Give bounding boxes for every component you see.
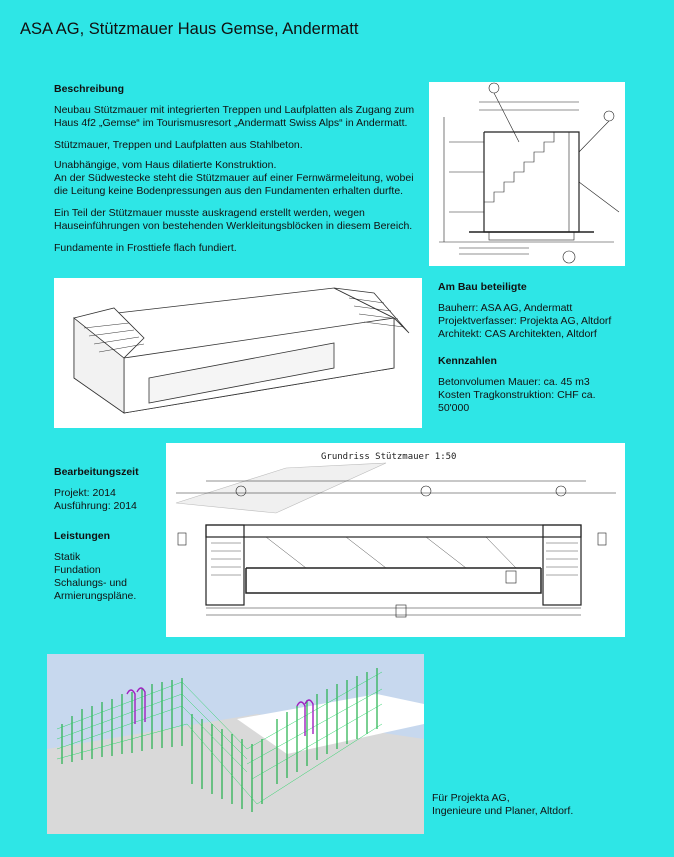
- beteiligte-heading: Am Bau beteiligte: [438, 281, 527, 293]
- page-title: ASA AG, Stützmauer Haus Gemse, Andermatt: [20, 20, 359, 38]
- beschreibung-p4: Ein Teil der Stützmauer musste auskragend erstellt werden, wegen Hauseinführungen von bestehenden Werkleitungsblöcken in diesem Bereich.: [54, 207, 413, 232]
- footer-line2: Ingenieure und Planer, Altdorf.: [432, 805, 574, 817]
- beteiligte-bauherr: Bauherr: ASA AG, Andermatt: [438, 302, 573, 314]
- leistungen-heading: Leistungen: [54, 530, 111, 542]
- leistungen-item: Fundation: [54, 564, 101, 576]
- reinforcement-3d-view: [47, 654, 424, 834]
- beschreibung-heading: Beschreibung: [54, 83, 125, 95]
- beteiligte-projektverfasser: Projektverfasser: Projekta AG, Altdorf: [438, 315, 612, 327]
- leistungen-item: Statik: [54, 551, 81, 563]
- leistungen-item: Schalungs- und: [54, 577, 127, 589]
- kennzahlen-beton: Betonvolumen Mauer: ca. 45 m3: [438, 376, 590, 388]
- bearbeitungszeit-ausfuehrung: Ausführung: 2014: [54, 500, 137, 512]
- beschreibung-p1: Neubau Stützmauer mit integrierten Treppen und Laufplatten als Zugang zum Haus 4f2 „Gemse“ im Tourismusresort „Andermatt Swiss Alps“ in Andermatt.: [54, 104, 415, 129]
- leistungen-item: Armierungspläne.: [54, 590, 137, 602]
- beschreibung-p3b: An der Südwestecke steht die Stützmauer auf einer Fernwärmeleitung, wobei die Leitung keine Bodenpressungen aus den Fundamenten erhalten durfte.: [54, 172, 414, 197]
- kennzahlen-kosten-line2: 50'000: [438, 402, 470, 414]
- bearbeitungszeit-projekt: Projekt: 2014: [54, 487, 116, 499]
- isometric-view: [54, 278, 422, 428]
- beschreibung-p3a: Unabhängige, vom Haus dilatierte Konstruktion.: [54, 159, 277, 171]
- beteiligte-architekt: Architekt: CAS Architekten, Altdorf: [438, 328, 597, 340]
- kennzahlen-heading: Kennzahlen: [438, 355, 497, 367]
- footer-line1: Für Projekta AG,: [432, 792, 510, 804]
- beschreibung-p2: Stützmauer, Treppen und Laufplatten aus Stahlbeton.: [54, 139, 303, 151]
- bearbeitungszeit-heading: Bearbeitungszeit: [54, 466, 139, 478]
- kennzahlen-kosten-line1: Kosten Tragkonstruktion: CHF ca.: [438, 389, 596, 401]
- beschreibung-p5: Fundamente in Frosttiefe flach fundiert.: [54, 242, 237, 254]
- grundriss-title: Grundriss Stützmauer 1:50: [321, 452, 457, 462]
- section-drawing: [429, 82, 625, 266]
- grundriss-drawing: [166, 443, 625, 637]
